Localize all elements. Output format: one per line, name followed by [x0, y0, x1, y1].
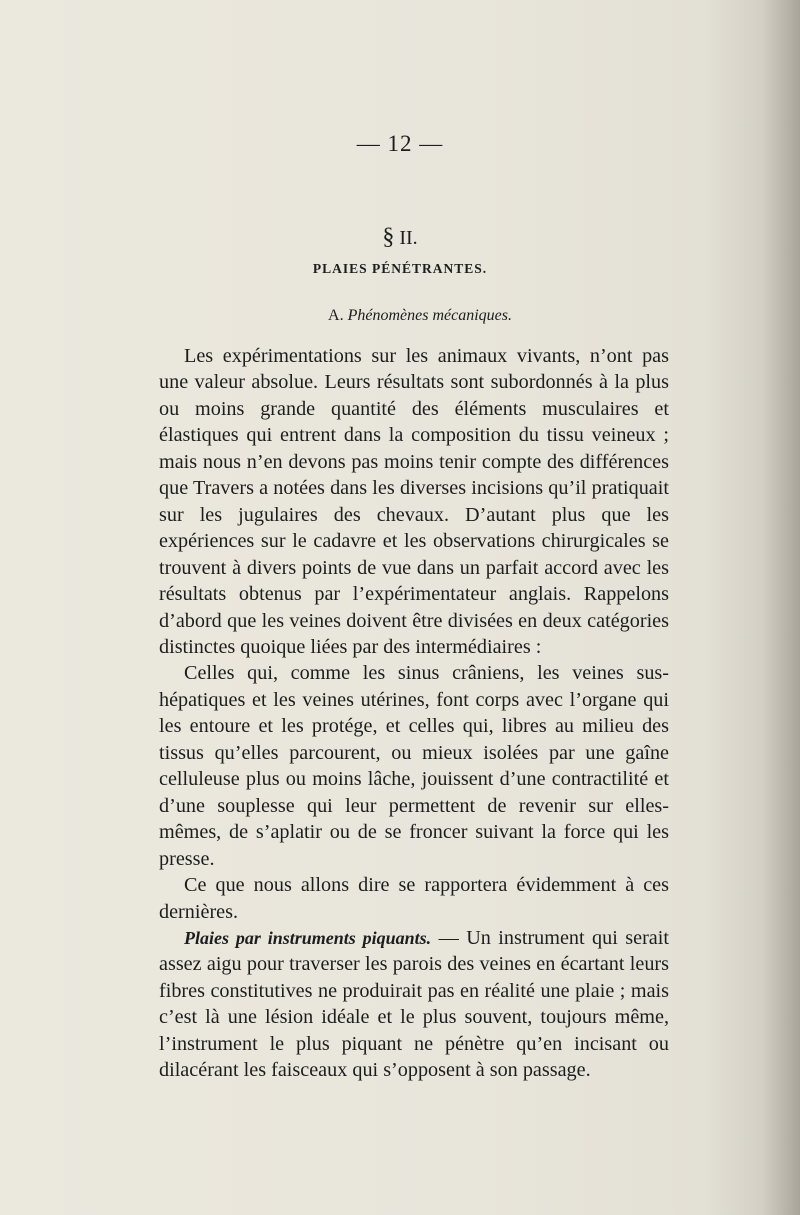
- paragraph-text: Ce que nous allons dire se rapportera évidemment à ces dernières.: [159, 874, 669, 923]
- section-title: PLAIES PÉNÉTRANTES.: [312, 261, 488, 276]
- subsection-letter: A.: [328, 307, 344, 324]
- body-text: [159, 343, 669, 1084]
- section-numeral: II.: [399, 227, 418, 249]
- paragraph: [159, 343, 669, 660]
- paragraph-text: Celles qui, comme les sinus crâniens, les veines sus-hépatiques et les veines utérines, font corps avec l’organe qui les entoure et les protége, et celles qui, libres au milieu des tissus qu’elles parcourent, ou mieux isolées par une gaîne celluleuse plus ou moins lâche, jouissent d’une contractilité et d’une souplesse qui leur permettent de revenir sur elles-mêmes, de s’aplatir ou de se froncer suivant la force qui les presse.: [159, 662, 669, 870]
- paragraph-text: — Un instrument qui serait assez aigu pour traverser les parois des veines en écartant leurs fibres constitutives ne produirait pas en réalité une plaie ; mais c’est là une lésion idéale et le plus souvent, toujours même, l’instrument le plus piquant ne pénètre qu’en incisant ou dilacérant les faisceaux qui s’opposent à son passage.: [159, 926, 669, 1082]
- paragraph-lead-italic: Plaies par instruments piquants.: [184, 927, 432, 948]
- page-number: — 12 —: [356, 131, 444, 156]
- section-heading: [0, 224, 800, 251]
- subsection-title: Phénomènes mécaniques.: [347, 307, 512, 324]
- subsection-heading: [0, 307, 800, 325]
- page-edge-shadow: [762, 0, 800, 1215]
- paragraph: [159, 660, 669, 872]
- section-symbol: §: [382, 224, 395, 250]
- paragraph-text: Les expérimentations sur les animaux vivants, n’ont pas une valeur absolue. Leurs résultats sont subordonnés à la plus ou moins grande quantité des éléments musculaires et élastiques qui entrent dans la composition du tissu veineux ; mais nous n’en devons pas moins tenir compte des différences que Travers a notées dans les diverses incisions qu’il pratiquait sur les jugulaires des chevaux. D’autant plus que les expériences sur le cadavre et les observations chirurgicales se trouvent à divers points de vue dans un parfait accord avec les résultats obtenus par l’expérimentateur anglais. Rappelons d’abord que les veines doivent être divisées en deux catégories distinctes quoique liées par des intermédiaires :: [159, 345, 669, 658]
- paragraph: [159, 925, 669, 1084]
- paragraph: [159, 872, 669, 925]
